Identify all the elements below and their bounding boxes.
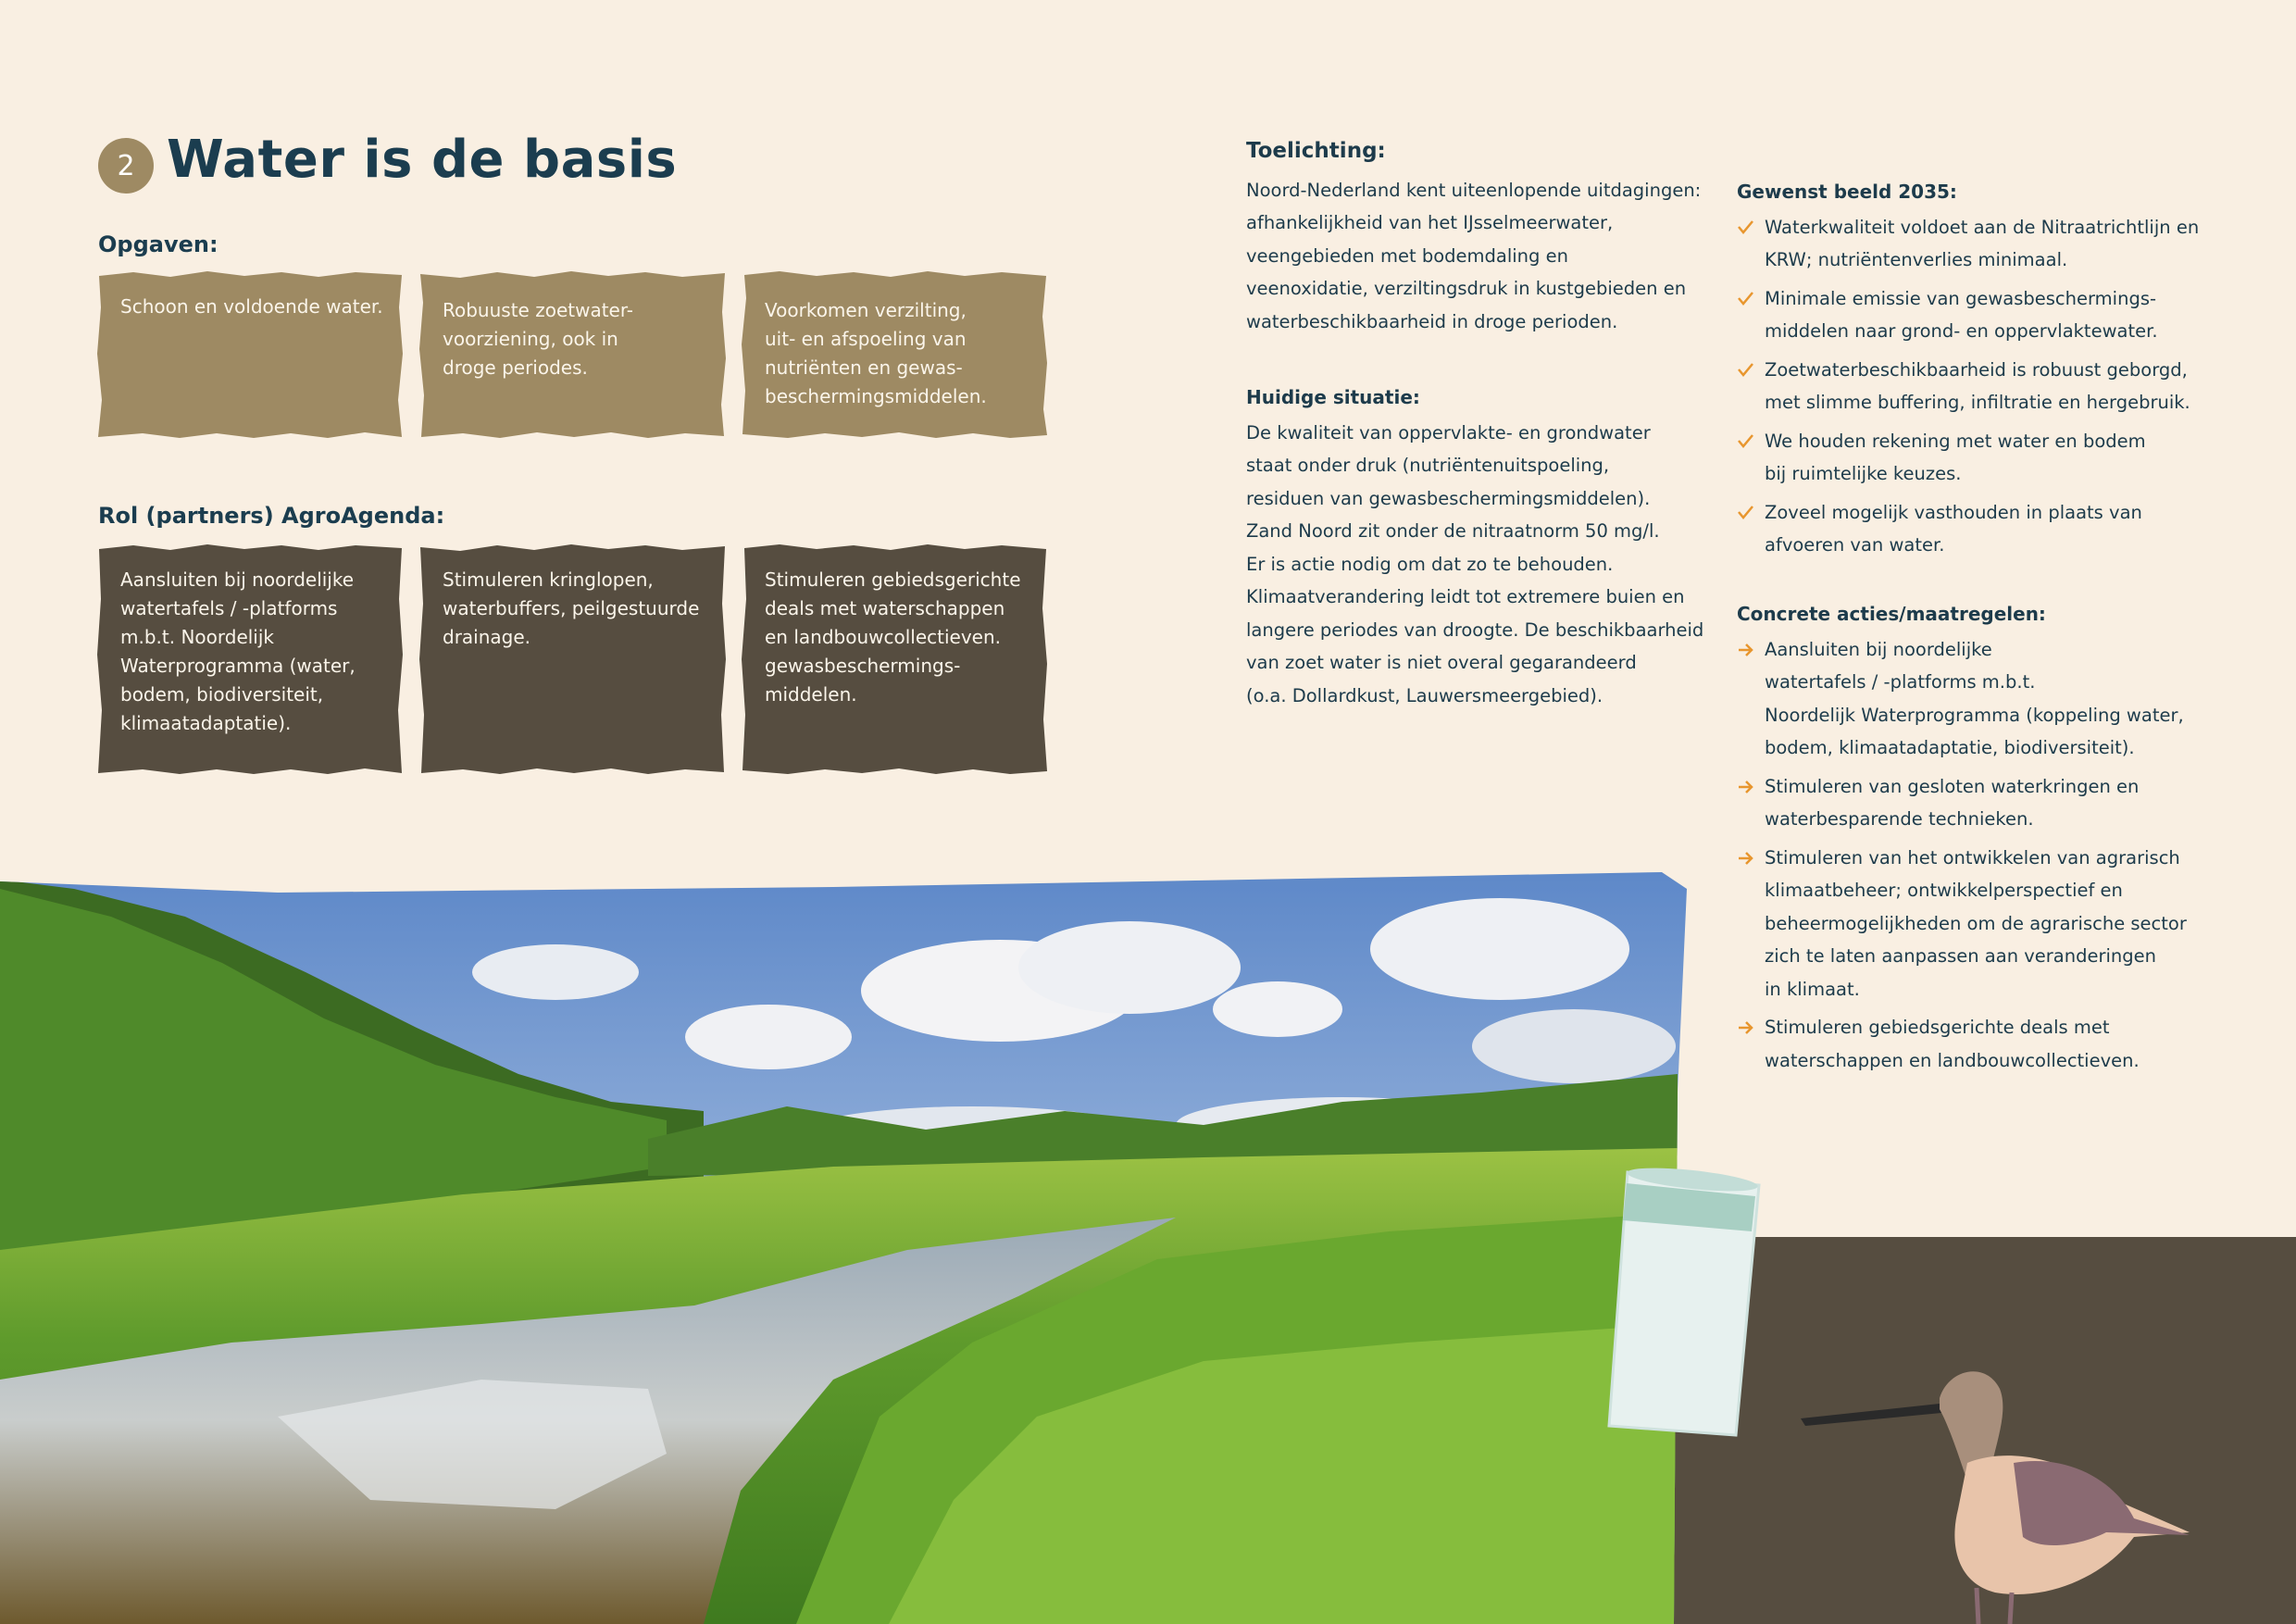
page-title: Water is de basis	[167, 130, 678, 190]
list-item	[1737, 425, 2200, 491]
section-number: 2	[117, 149, 135, 182]
gewenst-beeld-heading: Gewenst beeld 2035:	[1737, 181, 1957, 203]
list-item	[1737, 633, 2200, 765]
arrow-right-icon	[1737, 633, 1755, 666]
water-glass-illustration	[1602, 1165, 1764, 1443]
concrete-acties-list	[1737, 633, 2200, 1078]
list-item-text: Zoveel mogelijk vasthouden in plaats van afvoeren van water.	[1765, 501, 2142, 556]
list-item	[1737, 770, 2200, 836]
rol-card-text: Aansluiten bij noordelijke watertafels / -platforms m.b.t. Noordelijk Waterprogramma (water, bodem, biodiversiteit, klimaatadaptatie).	[120, 568, 356, 734]
concrete-acties-heading: Concrete acties/maatregelen:	[1737, 603, 2046, 625]
check-icon	[1737, 211, 1755, 244]
list-item-text: Stimuleren gebiedsgerichte deals met waterschappen en landbouwcollectieven.	[1765, 1017, 2140, 1071]
section-number-badge	[98, 138, 154, 194]
rol-card-text: Stimuleren gebiedsgerichte deals met waterschappen en landbouwcollectieven. gewasbeschermings- middelen.	[765, 568, 1021, 706]
arrow-right-icon	[1737, 842, 1755, 874]
list-item-text: Waterkwaliteit voldoet aan de Nitraatrichtlijn en KRW; nutriëntenverlies minimaal.	[1765, 216, 2200, 270]
rol-card-text: Stimuleren kringlopen, waterbuffers, peilgestuurde drainage.	[443, 568, 700, 648]
toelichting-text: Noord-Nederland kent uiteenlopende uitdagingen: afhankelijkheid van het IJsselmeerwater, veengebieden met bodemdaling en veenoxidatie, verziltingsdruk in kustgebieden en waterbeschikbaarheid in droge perioden.	[1246, 179, 1702, 332]
landscape-illustration	[0, 861, 1694, 1624]
arrow-right-icon	[1737, 770, 1755, 803]
list-item-text: We houden rekening met water en bodem bij ruimtelijke keuzes.	[1765, 430, 2146, 484]
list-item-text: Minimale emissie van gewasbeschermings- middelen naar grond- en oppervlaktewater.	[1765, 287, 2158, 342]
list-item-text: Aansluiten bij noordelijke watertafels / -platforms m.b.t. Noordelijk Waterprogramma (koppeling water, bodem, klimaatadaptatie, biodiversiteit).	[1765, 638, 2184, 758]
opgaven-card-text: Robuuste zoetwater- voorziening, ook in droge periodes.	[443, 299, 634, 379]
toelichting-heading: Toelichting:	[1246, 139, 1386, 163]
huidige-situatie-text: De kwaliteit van oppervlakte- en grondwater staat onder druk (nutriëntenuitspoeling, residuen van gewasbeschermingsmiddelen). Zand Noord zit onder de nitraatnorm 50 mg/l. Er is actie nodig om dat zo te behouden. Klimaatverandering leidt tot extremere buien en langere periodes van droogte. De beschikbaarheid van zoet water is niet overal gegarandeerd (o.a. Dollardkust, Lauwersmeergebied).	[1246, 421, 1704, 706]
opgaven-card-text: Schoon en voldoende water.	[120, 295, 383, 318]
opgaven-card	[418, 270, 726, 439]
check-icon	[1737, 282, 1755, 315]
rol-label: Rol (partners) AgroAgenda:	[98, 503, 445, 529]
bird-illustration	[1801, 1361, 2208, 1624]
huidige-situatie-section	[1246, 381, 1709, 712]
rol-card	[96, 543, 404, 775]
landscape-photo	[0, 861, 1694, 1624]
list-item-text: Zoetwaterbeschikbaarheid is robuust geborgd, met slimme buffering, infiltratie en hergebruik.	[1765, 358, 2190, 413]
huidige-situatie-heading: Huidige situatie:	[1246, 386, 1420, 408]
check-icon	[1737, 496, 1755, 529]
opgaven-cards	[96, 270, 1048, 439]
list-item	[1737, 1011, 2200, 1077]
gewenst-beeld-list	[1737, 211, 2200, 562]
toelichting-section	[1246, 135, 1709, 338]
opgaven-card-text: Voorkomen verzilting, uit- en afspoeling van nutriënten en gewas- beschermingsmiddelen.	[765, 299, 987, 407]
opgaven-card	[741, 270, 1048, 439]
check-icon	[1737, 354, 1755, 386]
arrow-right-icon	[1737, 1011, 1755, 1043]
rol-cards	[96, 543, 1048, 775]
list-item	[1737, 496, 2200, 562]
opgaven-label: Opgaven:	[98, 231, 218, 257]
opgaven-card	[96, 270, 404, 439]
list-item	[1737, 354, 2200, 419]
concrete-acties-section	[1737, 598, 2200, 1082]
list-item	[1737, 211, 2200, 277]
list-item	[1737, 282, 2200, 348]
list-item-text: Stimuleren van gesloten waterkringen en waterbesparende technieken.	[1765, 775, 2140, 830]
list-item	[1737, 842, 2200, 1006]
rol-card	[418, 543, 726, 775]
rol-card	[741, 543, 1048, 775]
check-icon	[1737, 425, 1755, 457]
gewenst-beeld-section	[1737, 176, 2200, 568]
list-item-text: Stimuleren van het ontwikkelen van agrarisch klimaatbeheer; ontwikkelperspectief en beheermogelijkheden om de agrarische sector zich te laten aanpassen aan veranderingen in klimaat.	[1765, 846, 2187, 1000]
